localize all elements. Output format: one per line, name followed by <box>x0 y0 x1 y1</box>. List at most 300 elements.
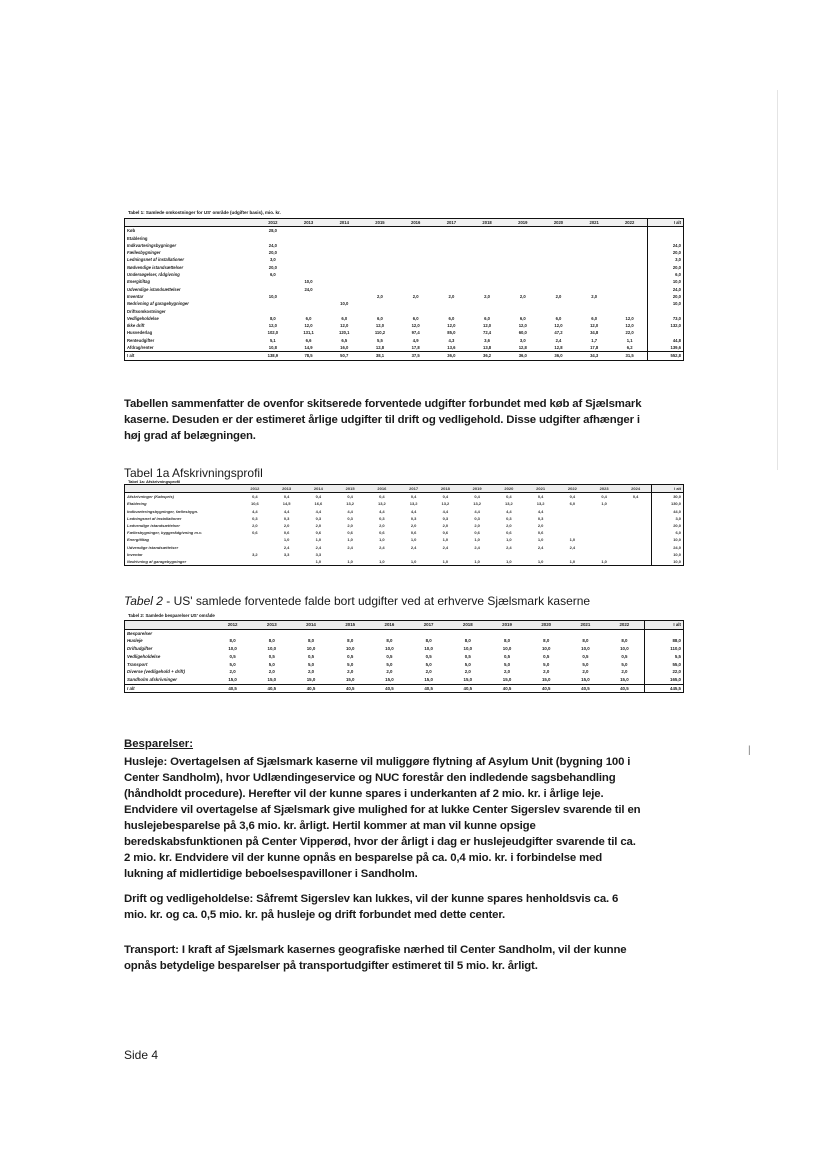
table-cell <box>469 300 505 307</box>
table-cell: 34,3 <box>576 352 612 360</box>
table-cell <box>576 235 612 242</box>
table-cell: 1,0 <box>347 559 353 565</box>
row-label: Indkvarteringsbygninger, fællesbygn. <box>127 508 199 514</box>
table-cell: 6,0 <box>591 315 598 321</box>
table-cell: 1,0 <box>537 559 544 565</box>
table2 <box>124 620 684 693</box>
table-header-cell: 2019 <box>505 219 541 227</box>
table-cell <box>362 256 398 263</box>
table-cell <box>612 293 648 300</box>
table-cell: 2,0 <box>442 523 449 529</box>
table-cell <box>576 264 612 271</box>
table-cell <box>469 264 505 271</box>
table-cell: 12,0 <box>625 315 634 321</box>
table-cell: 40,5 <box>213 684 252 693</box>
table-cell <box>362 242 398 249</box>
table-cell: 0,6 <box>506 530 512 536</box>
table-cell: 0,3 <box>315 515 322 521</box>
table-cell: 1,0 <box>601 559 607 565</box>
row-label: Etablering <box>127 235 148 241</box>
table-cell: 1,0 <box>569 537 576 543</box>
table-cell: 2,4 <box>283 544 290 550</box>
table1-caption: Tabel 1: Samlede omkostninger for US' område (udgifter basis), mio. kr. <box>128 210 281 215</box>
table-header-cell: 2017 <box>409 621 448 630</box>
table-cell: 2,0 <box>347 523 353 529</box>
table-row <box>125 249 684 256</box>
table-cell <box>331 629 370 637</box>
table-cell <box>434 249 470 256</box>
table-cell <box>576 256 612 263</box>
table-cell: 0,5 <box>582 653 589 659</box>
table-cell <box>326 278 362 285</box>
table-cell: 2,0 <box>377 293 383 299</box>
row-label: Energitiltag <box>127 279 151 285</box>
table-cell: 8,0 <box>464 638 471 644</box>
table-cell <box>291 271 327 278</box>
row-label: Vedligeholdelse <box>127 315 159 321</box>
table-cell <box>557 515 589 522</box>
table-cell: 0,5 <box>229 653 236 659</box>
table-header-cell: I alt <box>648 219 684 227</box>
table-cell <box>434 264 470 271</box>
table-cell: 1,0 <box>379 559 385 565</box>
table-cell <box>213 629 252 637</box>
table-cell: 8,0 <box>621 638 628 644</box>
table-cell: 8,0 <box>347 638 354 644</box>
table-cell: 0,5 <box>621 653 628 659</box>
table-cell: 1,0 <box>442 559 449 565</box>
table-cell: 10,0 <box>652 536 684 543</box>
table-cell <box>398 278 434 285</box>
table-cell: 12,0 <box>447 323 456 329</box>
table-cell <box>505 227 541 235</box>
paragraph-husleje: Husleje: Overtagelsen af Sjælsmark kaserne vil muliggøre flytning af Asylum Unit (bygning 100 i Center Sandholm), hvor Udlændingeservice og NUC forestår den indledende sagsbehandling (håndholdt procedure). Herefter vil der kunne spares i underkanten af 2 mio. kr. i årlige leje. Endvidere vil overtagelse af Sjælsmark give mulighed for at lukke Center Sigerslev svarende til en huslejebesparelse på 3,6 mio. kr. årligt. Hertil kommer at man vil kunne opsige beredskabsfunktionen på Center Vipperød, hvor der årligt i dag er huslejeudgifter svarende til ca. 2 mio. kr. Endvidere vil der kunne opnås en besparelse på ca. 0,4 mio. kr. i forbindelse med lukning af midlertidige beboelsespavilloner i Sandholm. <box>124 756 641 880</box>
table-cell <box>505 278 541 285</box>
table-header-cell: 2021 <box>566 621 605 630</box>
row-label: Energitiltag <box>127 537 150 543</box>
table-cell <box>620 508 652 515</box>
table-row <box>125 661 684 669</box>
table-row <box>125 529 684 536</box>
row-label: Inventar <box>127 293 144 299</box>
table-cell <box>612 286 648 293</box>
table-cell: 16,0 <box>340 345 349 351</box>
table-header-row <box>125 219 684 227</box>
table-header-cell <box>125 621 214 630</box>
table-cell <box>398 256 434 263</box>
table-cell: 0,4 <box>379 494 385 500</box>
row-label: Inventar <box>127 551 143 557</box>
table-cell <box>541 264 577 271</box>
row-label: Udvendige istandsættelser <box>127 286 181 292</box>
table-cell <box>291 227 327 235</box>
table-cell: 31,5 <box>612 352 648 360</box>
table-cell: 0,4 <box>252 494 258 500</box>
table-cell: 10,0 <box>345 646 355 652</box>
table-cell: 20,0 <box>652 522 684 529</box>
table-cell: 15,0 <box>228 676 237 682</box>
table-cell <box>469 235 505 242</box>
table-cell <box>291 242 327 249</box>
table-cell: 13,2 <box>346 501 355 507</box>
table-cell: 5,5 <box>644 653 683 661</box>
table-cell: 13,8 <box>482 345 492 351</box>
table-cell: 10,0 <box>463 646 473 652</box>
row-label: Indkvarteringsbygninger <box>127 242 177 248</box>
table-cell: 130,0 <box>652 500 684 507</box>
table-cell: 1,0 <box>506 537 512 543</box>
table-cell <box>620 522 652 529</box>
table-cell: 22,0 <box>625 330 634 336</box>
table-cell: 4,4 <box>347 508 353 514</box>
table-cell <box>362 300 398 307</box>
table-cell <box>505 308 541 315</box>
table-row <box>125 227 684 235</box>
table-cell: 2,0 <box>464 669 471 675</box>
table-cell: 72,4 <box>482 330 492 336</box>
table-cell <box>493 551 525 558</box>
table-cell: 0,6 <box>442 530 449 536</box>
table-cell: 0,5 <box>425 653 432 659</box>
table-cell <box>541 300 577 307</box>
table-row <box>125 329 684 336</box>
table-cell: 1,0 <box>410 537 417 543</box>
table-cell: 2,4 <box>410 544 417 550</box>
table-cell <box>566 629 605 637</box>
table-cell: 5,0 <box>425 661 432 667</box>
table-cell <box>612 278 648 285</box>
table-cell: 15,0 <box>345 676 355 682</box>
table-cell: 10,8 <box>268 345 277 351</box>
table-cell <box>557 529 589 536</box>
table-cell: 10,0 <box>541 646 551 652</box>
table-cell: 8,0 <box>307 638 315 644</box>
table-cell: 1,0 <box>601 501 607 507</box>
table-cell: 12,0 <box>590 323 599 329</box>
table-cell: 1,0 <box>537 537 544 543</box>
table-cell <box>648 235 684 242</box>
table-cell: 34,8 <box>590 330 599 336</box>
table-cell: 6,0 <box>484 315 490 321</box>
table-cell: 552,8 <box>648 352 684 360</box>
paragraph-transport: Transport: I kraft af Sjælsmark kasernes geografiske nærhed til Center Sandholm, vil der kunne opnås betydelige besparelser på transportudgifter estimeret til 5 mio. kr. årligt. <box>124 944 627 972</box>
table-cell: 4,4 <box>442 508 449 514</box>
table-cell: 5,0 <box>229 661 236 667</box>
table-cell: 2,0 <box>555 293 562 299</box>
table-cell <box>576 300 612 307</box>
table-cell <box>434 300 470 307</box>
table-cell: 0,3 <box>283 515 290 521</box>
table2-caption: Tabel 2: Samlede besparelser US' område <box>128 613 215 618</box>
row-label: Renteudgifter <box>127 337 155 343</box>
table-row <box>125 344 684 352</box>
scan-artifact-line <box>777 90 778 470</box>
table-cell: 1,0 <box>379 537 385 543</box>
table-cell: 132,0 <box>648 322 684 329</box>
table-cell <box>541 235 577 242</box>
table-cell: 0,3 <box>410 515 417 521</box>
table-cell: 6,0 <box>555 315 562 321</box>
table-cell <box>291 629 330 637</box>
table-cell: 6,0 <box>305 315 312 321</box>
table-cell: 0,4 <box>632 494 639 500</box>
row-label: Vedligeholdelse <box>127 653 161 659</box>
table-cell: 20,0 <box>648 249 684 256</box>
table-cell: 12,0 <box>482 323 492 329</box>
table-cell <box>398 242 434 249</box>
table-cell <box>541 286 577 293</box>
table-cell: 0,3 <box>506 515 512 521</box>
table1a-heading: Tabel 1a Afskrivningsprofil <box>124 466 263 480</box>
table-cell <box>576 286 612 293</box>
table-header-cell: 2024 <box>620 485 652 493</box>
row-label: I alt <box>125 684 214 693</box>
table-cell <box>398 286 434 293</box>
table-cell: 6,0 <box>448 315 455 321</box>
table-cell <box>576 249 612 256</box>
table-row <box>125 493 684 501</box>
table-row <box>125 629 684 637</box>
table-cell: 6,0 <box>412 315 419 321</box>
table-cell: 4,3 <box>448 337 455 343</box>
table-cell <box>255 235 291 242</box>
table-cell: 40,5 <box>487 684 526 693</box>
table-row <box>125 645 684 653</box>
table-cell <box>434 286 470 293</box>
table-cell: 15,0 <box>463 676 473 682</box>
table-cell: 3,3 <box>283 551 290 557</box>
table-cell: 12,8 <box>375 345 385 351</box>
table-cell <box>255 278 291 285</box>
table-cell: 0,3 <box>537 515 544 521</box>
paragraph-summary: Tabellen sammenfatter de ovenfor skitserede forventede udgifter forbundet med køb af Sjælsmark kaserne. Desuden er der estimeret årlige udgifter til drift og vedligehold. Disse udgifter afhænger i høj grad af belægningen. <box>124 398 642 442</box>
table-cell <box>612 249 648 256</box>
table-row <box>125 544 684 551</box>
row-label: Besparelser <box>127 630 153 636</box>
table-cell: 0,3 <box>474 515 480 521</box>
table-cell <box>541 256 577 263</box>
table-row <box>125 308 684 315</box>
table-cell: 10,0 <box>648 278 684 285</box>
table-cell: 0,6 <box>379 530 385 536</box>
table-cell: 0,6 <box>315 530 322 536</box>
table-header-cell <box>125 485 240 493</box>
table-cell: 13,2 <box>536 501 545 507</box>
table-cell: 47,2 <box>554 330 563 336</box>
table-cell: 4,4 <box>315 508 322 514</box>
table-cell <box>612 235 648 242</box>
table-row <box>125 264 684 271</box>
table-cell: 13,2 <box>473 501 482 507</box>
table-cell: 8,0 <box>268 638 275 644</box>
table-cell: 1,0 <box>474 537 480 543</box>
table-cell: 6,0 <box>569 501 576 507</box>
table-cell <box>366 551 398 558</box>
table-cell: 10,0 <box>652 558 684 566</box>
table-cell: 6,0 <box>377 315 383 321</box>
table-row <box>125 271 684 278</box>
table-cell <box>505 256 541 263</box>
table1 <box>124 218 684 361</box>
table-cell: 40,5 <box>605 684 644 693</box>
table-cell: 0,5 <box>307 653 315 659</box>
table-cell: 2,0 <box>412 293 419 299</box>
table-cell: 10,0 <box>648 300 684 307</box>
table-cell <box>588 508 620 515</box>
table-cell: 8,0 <box>503 638 511 644</box>
table-cell: 2,0 <box>537 523 544 529</box>
table-cell: 2,0 <box>425 669 432 675</box>
table-cell <box>541 249 577 256</box>
table-cell <box>334 551 366 558</box>
table-cell: 20,0 <box>648 264 684 271</box>
table-cell: 5,0 <box>464 661 471 667</box>
table-cell: 1,0 <box>315 537 322 543</box>
table-cell: 4,4 <box>410 508 417 514</box>
table-cell: 15,0 <box>306 676 316 682</box>
table-cell: 20,0 <box>268 250 277 256</box>
table-cell: 0,4 <box>347 494 353 500</box>
table-cell: 10,0 <box>424 646 433 652</box>
table-cell <box>434 227 470 235</box>
table-header-cell: 2013 <box>291 219 327 227</box>
table-cell <box>541 271 577 278</box>
table-cell <box>588 544 620 551</box>
table-cell: 36,2 <box>469 352 505 360</box>
table-cell <box>648 329 684 336</box>
table-cell <box>588 536 620 543</box>
table-cell <box>398 235 434 242</box>
table-cell: 0,3 <box>252 515 258 521</box>
table-cell <box>612 242 648 249</box>
table-cell: 2,0 <box>621 669 628 675</box>
table-cell <box>576 308 612 315</box>
table-cell: 22,0 <box>644 668 683 676</box>
paragraph-drift: Drift og vedligeholdelse: Såfremt Sigerslev kan lukkes, vil der kunne spares henholdsvis ca. 6 mio. kr. og ca. 0,5 mio. kr. på husleje og drift forbundet med dette center. <box>124 893 619 921</box>
table-cell: 3,3 <box>315 551 322 557</box>
table-cell: 3,0 <box>648 256 684 263</box>
table-cell: 0,3 <box>347 515 353 521</box>
table-cell: 14,5 <box>282 501 291 507</box>
table-row <box>125 500 684 507</box>
table-cell <box>326 256 362 263</box>
table-cell <box>398 227 434 235</box>
table-header-cell: 2018 <box>469 219 505 227</box>
table-row <box>125 235 684 242</box>
table-cell: 2,4 <box>442 544 449 550</box>
table-cell <box>434 242 470 249</box>
table-cell: 5,0 <box>347 661 354 667</box>
table-header-cell: 2016 <box>398 219 434 227</box>
table-cell <box>605 629 644 637</box>
table-cell: 5,0 <box>307 661 315 667</box>
table-cell: 10,0 <box>652 551 684 558</box>
table-cell: 8,0 <box>425 638 432 644</box>
table-cell: 10,0 <box>304 279 313 285</box>
table-cell: 4,9 <box>412 337 419 343</box>
table-cell: 0,6 <box>347 530 353 536</box>
table-cell: 6,0 <box>269 272 276 278</box>
table-header-row <box>125 485 684 493</box>
table-cell: 0,3 <box>442 515 449 521</box>
table-cell <box>588 551 620 558</box>
table-cell: 2,4 <box>379 544 385 550</box>
table-cell <box>398 264 434 271</box>
table-cell: 0,6 <box>410 530 417 536</box>
table-cell: 0,6 <box>283 530 290 536</box>
table-row <box>125 637 684 645</box>
table-cell <box>469 249 505 256</box>
table-cell <box>612 300 648 307</box>
table-header-cell: 2017 <box>434 219 470 227</box>
table-cell: 40,5 <box>527 684 566 693</box>
table-cell: 12,0 <box>340 323 349 329</box>
table-cell: 2,0 <box>543 669 550 675</box>
table-cell: 20,0 <box>648 293 684 300</box>
table-cell: 15,0 <box>581 676 590 682</box>
table-cell <box>252 629 291 637</box>
table-cell: 12,0 <box>375 323 385 329</box>
table-cell: 2,0 <box>503 669 511 675</box>
table-cell <box>541 278 577 285</box>
table-cell: 2,4 <box>347 544 353 550</box>
page-footer: Side 4 <box>124 1048 159 1062</box>
table-cell: 2,0 <box>474 523 480 529</box>
table-cell <box>505 286 541 293</box>
table-cell: 15,0 <box>424 676 433 682</box>
table-cell: 4,4 <box>506 508 512 514</box>
table-cell: 15,0 <box>267 676 277 682</box>
table-cell: 13,6 <box>447 345 456 351</box>
table-header-cell: I alt <box>644 621 683 630</box>
table-cell: 165,0 <box>644 676 683 684</box>
table-cell <box>557 522 589 529</box>
table1a <box>124 484 684 566</box>
table-row <box>125 300 684 307</box>
table-cell: 44,8 <box>648 337 684 344</box>
table-cell <box>612 264 648 271</box>
table-cell: 13,2 <box>504 501 513 507</box>
table-row <box>125 256 684 263</box>
table-cell <box>291 264 327 271</box>
table-cell: 2,0 <box>229 669 236 675</box>
table-row <box>125 551 684 558</box>
table-cell <box>255 300 291 307</box>
table-cell: 40,5 <box>409 684 448 693</box>
table-cell: 15,0 <box>541 676 551 682</box>
table-header-cell: 2022 <box>612 219 648 227</box>
table-header-cell: 2019 <box>487 621 526 630</box>
table-cell <box>505 300 541 307</box>
table-cell <box>271 558 303 566</box>
table-cell <box>620 558 652 566</box>
table-cell: 0,4 <box>442 494 449 500</box>
table-header-cell: 2018 <box>448 621 487 630</box>
row-label: Fællesbygninger, byggerådgivning m.v. <box>127 530 203 536</box>
table-cell <box>505 249 541 256</box>
table-cell <box>398 308 434 315</box>
table-cell <box>326 249 362 256</box>
table-cell: 2,4 <box>315 544 322 550</box>
table-cell <box>398 249 434 256</box>
row-label: Afskrivninger (Købspris) <box>127 494 174 500</box>
table-cell: 24,0 <box>648 242 684 249</box>
table-cell <box>255 286 291 293</box>
table-cell: 13,2 <box>441 501 450 507</box>
table-cell <box>291 256 327 263</box>
table-cell <box>541 227 577 235</box>
row-label: Nedrivning af garagebygninger <box>127 559 187 565</box>
